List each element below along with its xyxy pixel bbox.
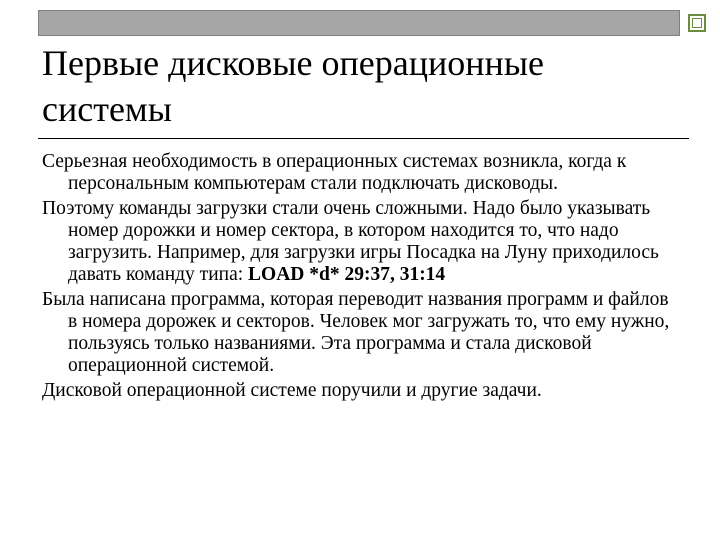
paragraph-1	[42, 151, 682, 195]
paragraph-4	[42, 380, 682, 402]
paragraph-2	[42, 198, 682, 286]
slide-header-bar	[38, 10, 680, 36]
decorative-square-inner	[692, 18, 702, 28]
decorative-square-icon	[688, 14, 706, 32]
slide-title: Первые дисковые операционные системы	[42, 43, 544, 129]
paragraph-2-text: Поэтому команды загрузки стали очень сложными. Надо было указывать номер дорожки и номер сектора, в котором находится то, что надо загрузить. Например, для загрузки игры Посадка на Луну приходилось давать команду типа:	[42, 198, 659, 285]
paragraph-1-text: Серьезная необходимость в операционных системах возникла, когда к персональным компьютерам стали подключать дисководы.	[42, 151, 627, 194]
title-divider	[38, 138, 689, 139]
slide-body	[42, 151, 682, 405]
load-command: LOAD *d* 29:37, 31:14	[248, 264, 446, 285]
paragraph-4-text: Дисковой операционной системе поручили и другие задачи.	[42, 380, 542, 401]
paragraph-3	[42, 289, 682, 377]
paragraph-3-text: Была написана программа, которая переводит названия программ и файлов в номера дорожек и секторов. Человек мог загружать то, что ему нужно, пользуясь только названиями. Эта программа и стала дисковой операционной системой.	[42, 289, 670, 376]
